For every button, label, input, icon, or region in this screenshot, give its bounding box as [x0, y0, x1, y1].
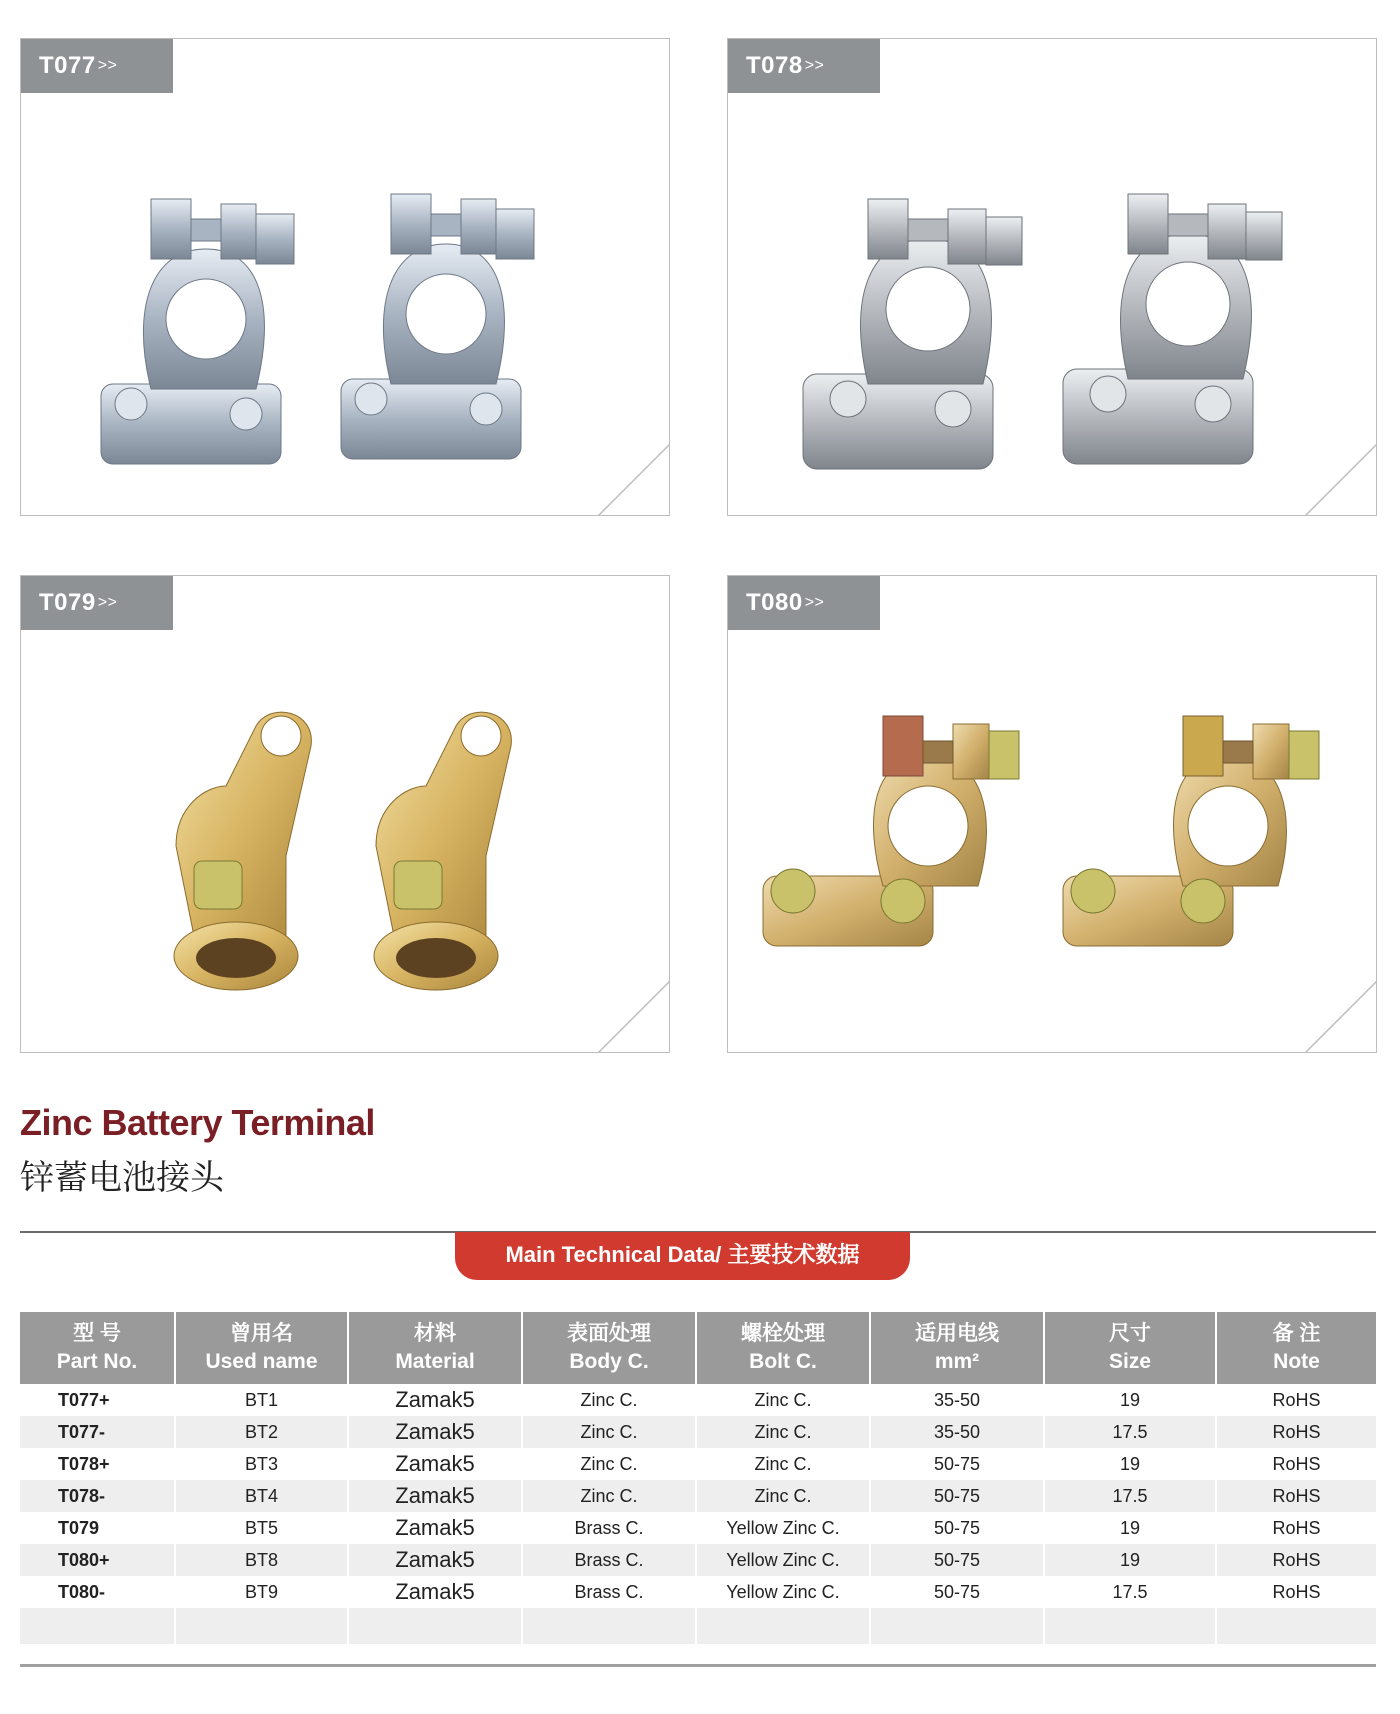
cell-part-no: T077+ — [20, 1384, 175, 1416]
table-row — [20, 1512, 1376, 1544]
table-row — [20, 1544, 1376, 1576]
cell-body-coating: Zinc C. — [522, 1448, 696, 1480]
section-title-english: Zinc Battery Terminal — [20, 1102, 375, 1143]
corner-fold-decoration — [1305, 981, 1377, 1053]
cell-bolt-coating: Zinc C. — [696, 1448, 870, 1480]
cell-bolt-coating: Zinc C. — [696, 1480, 870, 1512]
cell-bolt-coating: Yellow Zinc C. — [696, 1544, 870, 1576]
technical-data-pill: Main Technical Data/ 主要技术数据 — [455, 1232, 910, 1280]
cell-body-coating: Brass C. — [522, 1576, 696, 1608]
cell-wire-size: 50-75 — [870, 1544, 1044, 1576]
cell-body-coating: Zinc C. — [522, 1384, 696, 1416]
cell-wire-size: 35-50 — [870, 1384, 1044, 1416]
cell-material: Zamak5 — [348, 1544, 522, 1576]
cell-note: RoHS — [1216, 1384, 1376, 1416]
product-panel-t077 — [20, 38, 670, 516]
corner-fold-decoration — [598, 444, 670, 516]
cell-used-name: BT9 — [175, 1576, 348, 1608]
cell-note: RoHS — [1216, 1512, 1376, 1544]
column-header-used-name: 曾用名 Used name — [175, 1312, 348, 1384]
cell-body-coating: Brass C. — [522, 1544, 696, 1576]
cell-size: 17.5 — [1044, 1480, 1216, 1512]
cell-used-name: BT4 — [175, 1480, 348, 1512]
cell-wire-size: 50-75 — [870, 1512, 1044, 1544]
corner-fold-decoration — [1305, 444, 1377, 516]
cell-part-no: T078- — [20, 1480, 175, 1512]
product-photo — [21, 576, 669, 1052]
technical-data-table — [20, 1312, 1376, 1644]
cell-bolt-coating: Yellow Zinc C. — [696, 1576, 870, 1608]
column-header-body-coating: 表面处理 Body C. — [522, 1312, 696, 1384]
cell-size: 19 — [1044, 1448, 1216, 1480]
product-code-tag: T080 >> — [728, 576, 880, 630]
divider-line-bottom — [20, 1664, 1376, 1667]
cell-note: RoHS — [1216, 1576, 1376, 1608]
table-header-row — [20, 1312, 1376, 1384]
product-panel-t080 — [727, 575, 1377, 1053]
cell-note: RoHS — [1216, 1544, 1376, 1576]
cell-note: RoHS — [1216, 1480, 1376, 1512]
cell-part-no: T078+ — [20, 1448, 175, 1480]
section-title-chinese: 锌蓄电池接头 — [20, 1159, 224, 1197]
cell-wire-size: 50-75 — [870, 1480, 1044, 1512]
column-header-wire-size: 适用电线 mm² — [870, 1312, 1044, 1384]
cell-size: 19 — [1044, 1512, 1216, 1544]
cell-material: Zamak5 — [348, 1416, 522, 1448]
cell-note: RoHS — [1216, 1416, 1376, 1448]
cell-bolt-coating: Zinc C. — [696, 1416, 870, 1448]
cell-used-name: BT1 — [175, 1384, 348, 1416]
table-row — [20, 1384, 1376, 1416]
cell-wire-size: 50-75 — [870, 1448, 1044, 1480]
product-panel-t079 — [20, 575, 670, 1053]
table-row — [20, 1480, 1376, 1512]
corner-fold-decoration — [598, 981, 670, 1053]
cell-size: 17.5 — [1044, 1576, 1216, 1608]
cell-material: Zamak5 — [348, 1512, 522, 1544]
column-header-size: 尺寸 Size — [1044, 1312, 1216, 1384]
column-header-material: 材料 Material — [348, 1312, 522, 1384]
column-header-note: 备 注 Note — [1216, 1312, 1376, 1384]
product-code-tag: T078 >> — [728, 39, 880, 93]
cell-used-name: BT2 — [175, 1416, 348, 1448]
product-panel-t078 — [727, 38, 1377, 516]
cell-material: Zamak5 — [348, 1448, 522, 1480]
cell-size: 17.5 — [1044, 1416, 1216, 1448]
cell-material: Zamak5 — [348, 1384, 522, 1416]
cell-wire-size: 35-50 — [870, 1416, 1044, 1448]
cell-body-coating: Zinc C. — [522, 1480, 696, 1512]
cell-part-no: T080+ — [20, 1544, 175, 1576]
column-header-part-no: 型 号 Part No. — [20, 1312, 175, 1384]
table-row — [20, 1416, 1376, 1448]
product-code-tag: T077 >> — [21, 39, 173, 93]
cell-note: RoHS — [1216, 1448, 1376, 1480]
cell-body-coating: Brass C. — [522, 1512, 696, 1544]
cell-part-no: T079 — [20, 1512, 175, 1544]
table-row-empty — [20, 1608, 1376, 1644]
cell-wire-size: 50-75 — [870, 1576, 1044, 1608]
cell-used-name: BT8 — [175, 1544, 348, 1576]
cell-size: 19 — [1044, 1544, 1216, 1576]
cell-bolt-coating: Yellow Zinc C. — [696, 1512, 870, 1544]
column-header-bolt-coating: 螺栓处理 Bolt C. — [696, 1312, 870, 1384]
cell-body-coating: Zinc C. — [522, 1416, 696, 1448]
cell-used-name: BT3 — [175, 1448, 348, 1480]
cell-part-no: T080- — [20, 1576, 175, 1608]
product-photo — [728, 39, 1376, 515]
product-code-tag: T079 >> — [21, 576, 173, 630]
cell-part-no: T077- — [20, 1416, 175, 1448]
cell-material: Zamak5 — [348, 1576, 522, 1608]
cell-used-name: BT5 — [175, 1512, 348, 1544]
cell-bolt-coating: Zinc C. — [696, 1384, 870, 1416]
cell-material: Zamak5 — [348, 1480, 522, 1512]
product-photo — [21, 39, 669, 515]
cell-size: 19 — [1044, 1384, 1216, 1416]
table-row — [20, 1448, 1376, 1480]
table-row — [20, 1576, 1376, 1608]
product-photo — [728, 576, 1376, 1052]
